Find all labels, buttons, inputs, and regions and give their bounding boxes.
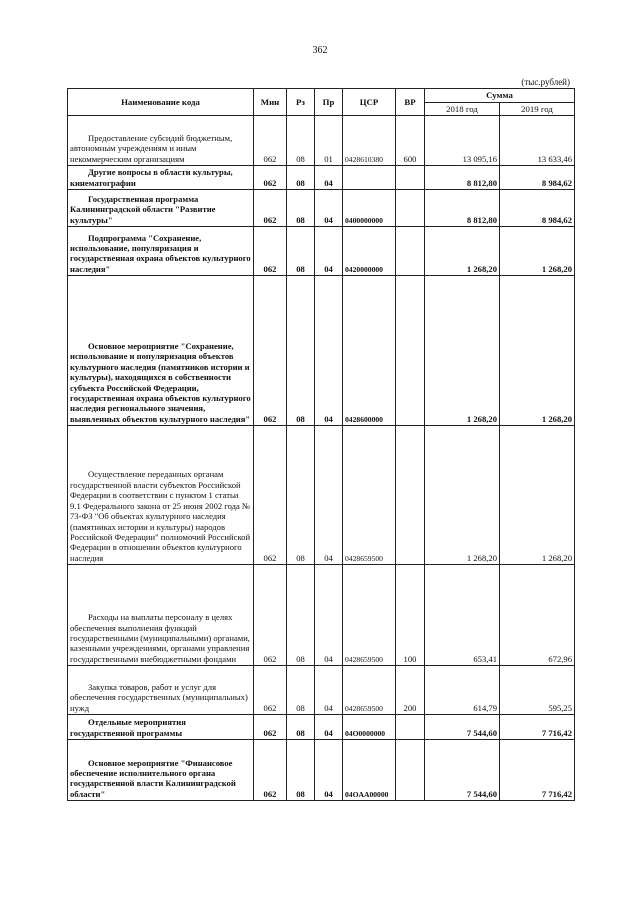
row-pr: 01 [315, 116, 343, 166]
header-name: Наименование кода [68, 89, 254, 116]
row-csr: 0400000000 [343, 190, 396, 227]
row-name: Основное мероприятие "Сохранение, использование и популяризация объектов культурного наследия (памятников истории и культуры), находящихся в собственности субъекта Российской Федерации, государственная охрана объектов культурного наследия регионального значения, выявленных объектов культурного наследия" [68, 276, 254, 426]
row-name: Подпрограмма "Сохранение, использование, популяризация и государственная охрана объектов культурного наследия" [68, 227, 254, 276]
row-min: 062 [254, 715, 287, 740]
row-min: 062 [254, 740, 287, 801]
table-row [68, 190, 575, 227]
page-number: 362 [312, 45, 328, 56]
row-min: 062 [254, 227, 287, 276]
row-2018: 1 268,20 [425, 227, 500, 276]
row-2019: 595,25 [500, 666, 575, 715]
row-min: 062 [254, 666, 287, 715]
table-row [68, 715, 575, 740]
row-name: Другие вопросы в области культуры, кинематографии [68, 166, 254, 190]
row-min: 062 [254, 116, 287, 166]
row-2018: 13 095,16 [425, 116, 500, 166]
header-2018: 2018 год [425, 102, 500, 116]
row-2019: 7 716,42 [500, 715, 575, 740]
row-pr: 04 [315, 276, 343, 426]
row-csr: 0420000000 [343, 227, 396, 276]
row-2018: 7 544,60 [425, 715, 500, 740]
table-row [68, 565, 575, 666]
row-2018: 7 544,60 [425, 740, 500, 801]
row-2018: 653,41 [425, 565, 500, 666]
row-csr: 04OAA00000 [343, 740, 396, 801]
row-pr: 04 [315, 740, 343, 801]
row-2019: 7 716,42 [500, 740, 575, 801]
row-min: 062 [254, 426, 287, 565]
table-row [68, 276, 575, 426]
header-sum: Сумма [425, 89, 575, 103]
row-name: Расходы на выплаты персоналу в целях обеспечения выполнения функций государственными (муниципальными) органами, казенными учреждениями, органами управления государственными внебюджетными фондами [68, 565, 254, 666]
row-rz: 08 [287, 190, 315, 227]
row-2019: 672,96 [500, 565, 575, 666]
row-min: 062 [254, 276, 287, 426]
row-csr: 0428659500 [343, 426, 396, 565]
row-csr: 0428659500 [343, 565, 396, 666]
units-label: (тыс.рублей) [521, 77, 570, 87]
row-2019: 8 984,62 [500, 190, 575, 227]
row-csr: 04O0000000 [343, 715, 396, 740]
row-pr: 04 [315, 565, 343, 666]
row-vr [396, 715, 425, 740]
row-vr [396, 426, 425, 565]
row-pr: 04 [315, 227, 343, 276]
row-csr: 0428600000 [343, 276, 396, 426]
row-rz: 08 [287, 426, 315, 565]
row-rz: 08 [287, 116, 315, 166]
table-row [68, 166, 575, 190]
table-row [68, 740, 575, 801]
row-name: Осуществление переданных органам государственной власти субъектов Российской Федерации в соответствии с пунктом 1 статьи 9.1 Федерального закона от 25 июня 2002 года № 73-ФЗ "Об объектах культурного наследия (памятниках истории и культуры) народов Российской Федерации" полномочий Российской Федерации в отношении объектов культурного наследия [68, 426, 254, 565]
row-2018: 8 812,80 [425, 166, 500, 190]
row-rz: 08 [287, 227, 315, 276]
table-row [68, 666, 575, 715]
row-rz: 08 [287, 740, 315, 801]
header-min: Мин [254, 89, 287, 116]
table-row [68, 227, 575, 276]
row-2018: 8 812,80 [425, 190, 500, 227]
table-row [68, 116, 575, 166]
row-2018: 1 268,20 [425, 276, 500, 426]
row-2018: 614,79 [425, 666, 500, 715]
header-2019: 2019 год [500, 102, 575, 116]
row-vr [396, 227, 425, 276]
row-min: 062 [254, 190, 287, 227]
row-name: Предоставление субсидий бюджетным, автономным учреждениям и иным некоммерческим организациям [68, 116, 254, 166]
row-rz: 08 [287, 666, 315, 715]
header-rz: Рз [287, 89, 315, 116]
row-vr [396, 166, 425, 190]
row-pr: 04 [315, 426, 343, 565]
row-2019: 1 268,20 [500, 426, 575, 565]
row-name: Государственная программа Калининградской области "Развитие культуры" [68, 190, 254, 227]
row-csr: 0428610380 [343, 116, 396, 166]
row-rz: 08 [287, 166, 315, 190]
row-vr: 100 [396, 565, 425, 666]
row-vr [396, 740, 425, 801]
row-rz: 08 [287, 715, 315, 740]
row-pr: 04 [315, 166, 343, 190]
row-2019: 13 633,46 [500, 116, 575, 166]
row-csr [343, 166, 396, 190]
row-2018: 1 268,20 [425, 426, 500, 565]
header-vr: ВР [396, 89, 425, 116]
header-csr: ЦСР [343, 89, 396, 116]
row-rz: 08 [287, 565, 315, 666]
row-2019: 1 268,20 [500, 227, 575, 276]
row-vr: 600 [396, 116, 425, 166]
row-csr: 0428659500 [343, 666, 396, 715]
row-name: Отдельные мероприятия государственной программы [68, 715, 254, 740]
row-vr: 200 [396, 666, 425, 715]
row-pr: 04 [315, 190, 343, 227]
row-vr [396, 190, 425, 227]
header-pr: Пр [315, 89, 343, 116]
row-pr: 04 [315, 715, 343, 740]
row-name: Закупка товаров, работ и услуг для обеспечения государственных (муниципальных) нужд [68, 666, 254, 715]
row-2019: 8 984,62 [500, 166, 575, 190]
row-min: 062 [254, 565, 287, 666]
row-name: Основное мероприятие "Финансовое обеспечение исполнительного органа государственной власти Калининградской области" [68, 740, 254, 801]
table-row [68, 426, 575, 565]
row-min: 062 [254, 166, 287, 190]
row-pr: 04 [315, 666, 343, 715]
budget-table [67, 88, 575, 801]
row-rz: 08 [287, 276, 315, 426]
row-2019: 1 268,20 [500, 276, 575, 426]
row-vr [396, 276, 425, 426]
